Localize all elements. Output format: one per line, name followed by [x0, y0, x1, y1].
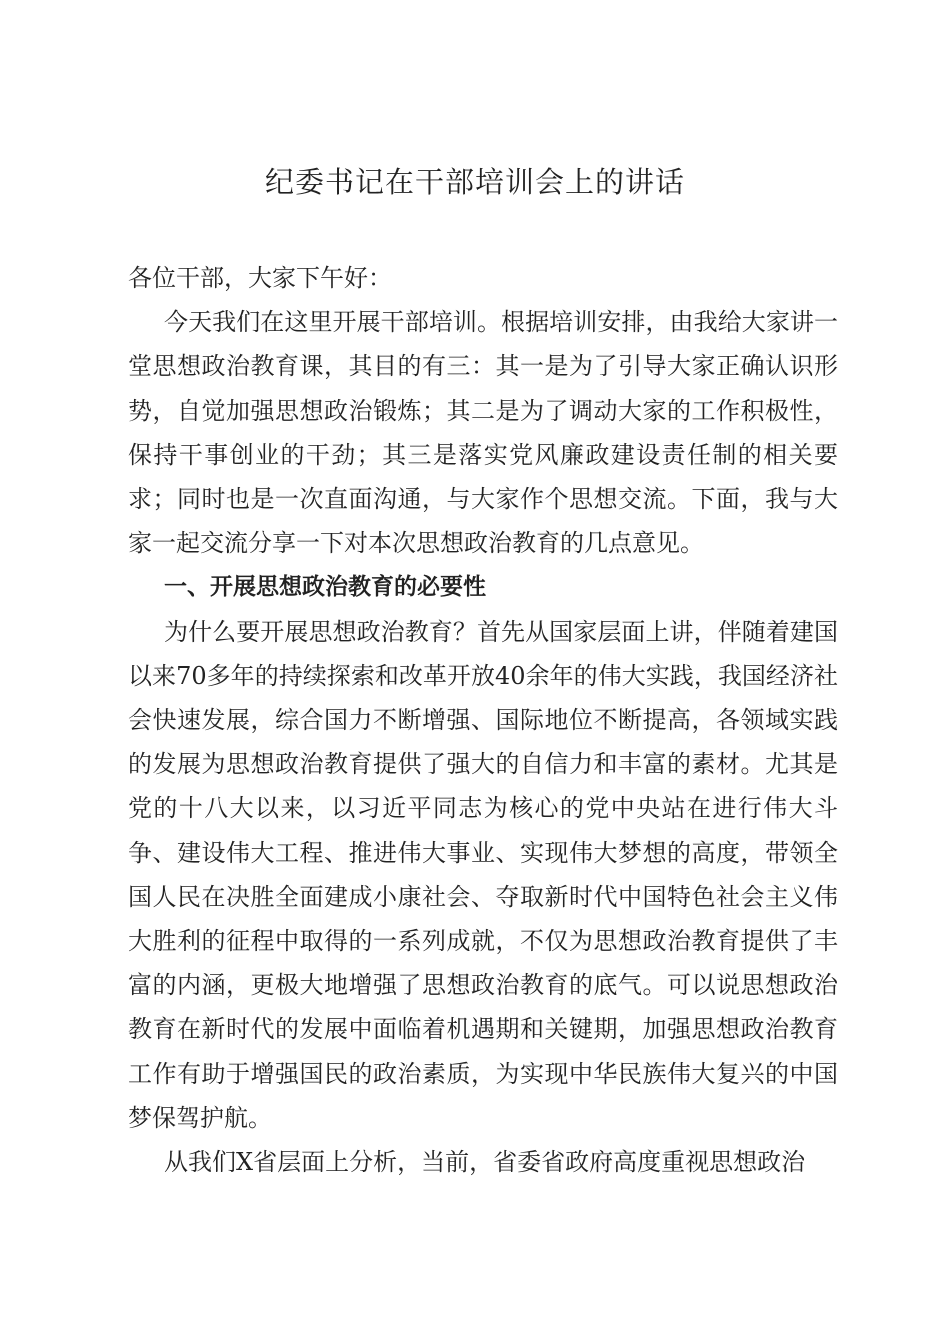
- greeting-line: 各位干部，大家下午好：: [128, 264, 392, 292]
- paragraph-intro: 今天我们在这里开展干部培训。根据培训安排，由我给大家讲一堂思想政治教育课，其目的有三：其一是为了引导大家正确认识形势，自觉加强思想政治锻炼；其二是为了调动大家的工作积极性，保持干事创业的干劲；其三是落实党风廉政建设责任制的相关要求；同时也是一次直面沟通，与大家作个思想交流。下面，我与大家一起交流分享一下对本次思想政治教育的几点意见。: [128, 308, 838, 558]
- paragraph-provincial-level: 从我们X省层面上分析，当前，省委省政府高度重视思想政治: [164, 1148, 806, 1177]
- paragraph-national-level: 为什么要开展思想政治教育？首先从国家层面上讲，伴随着建国以来70多年的持续探索和改革开放40余年的伟大实践，我国经济社会快速发展，综合国力不断增强、国际地位不断提高，各领域实践的发展为思想政治教育提供了强大的自信力和丰富的素材。尤其是党的十八大以来，以习近平同志为核心的党中央站在进行伟大斗争、建设伟大工程、推进伟大事业、实现伟大梦想的高度，带领全国人民在决胜全面建成小康社会、夺取新时代中国特色社会主义伟大胜利的征程中取得的一系列成就，不仅为思想政治教育提供了丰富的内涵，更极大地增强了思想政治教育的底气。可以说思想政治教育在新时代的发展中面临着机遇期和关键期，加强思想政治教育工作有助于增强国民的政治素质，为实现中华民族伟大复兴的中国梦保驾护航。: [128, 617, 838, 1132]
- document-body: [128, 256, 838, 1184]
- section-heading: 一、开展思想政治教育的必要性: [164, 574, 486, 601]
- document-title: 纪委书记在干部培训会上的讲话: [264, 165, 685, 199]
